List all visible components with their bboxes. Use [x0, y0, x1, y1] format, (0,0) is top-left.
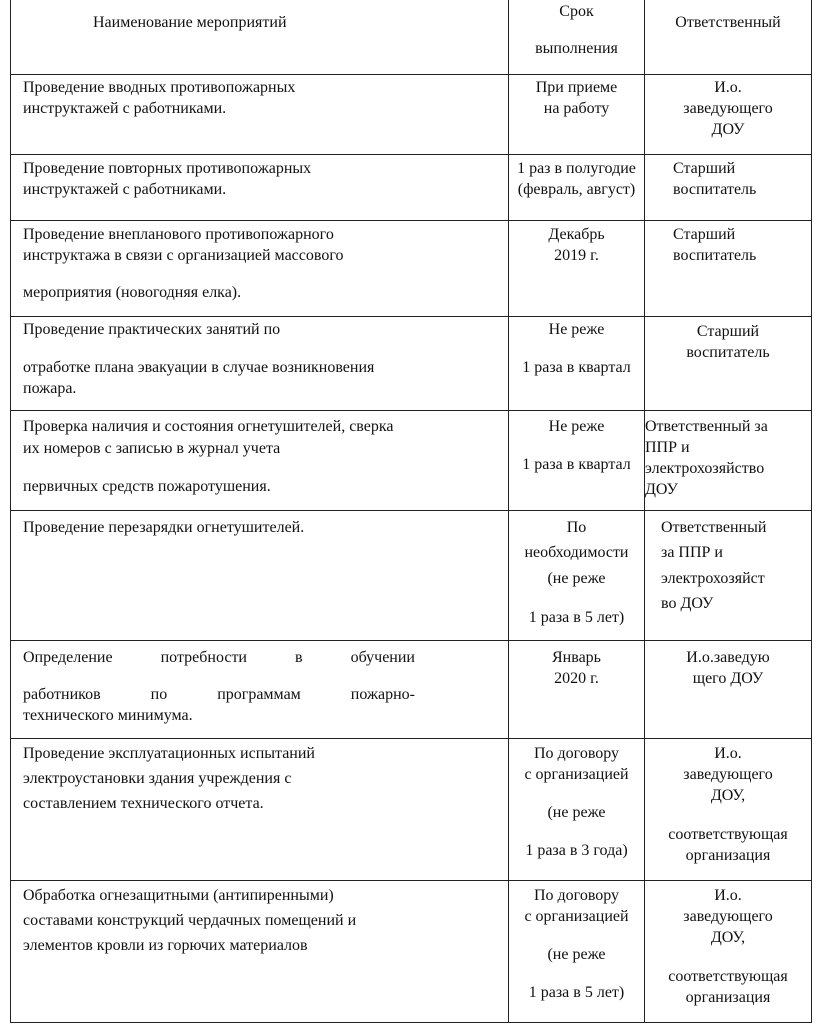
row-term-line: (февраль, август) [517, 181, 636, 198]
table-row [11, 738, 811, 880]
header-cell-responsible [645, 0, 811, 74]
table-row [11, 316, 811, 410]
row-name-line: составлением технического отчета. [23, 795, 264, 812]
row-term-line: с организацией [524, 908, 629, 925]
row-name-line: составами конструкций чердачных помещений и [23, 912, 357, 929]
row-term-line: 1 раза в 5 лет) [528, 609, 625, 626]
row-name-justified-line [23, 648, 415, 668]
row-responsible-line: ДОУ, [710, 787, 746, 804]
row-term-line: По договору [533, 887, 620, 904]
row-responsible-line: ППР и [645, 439, 690, 456]
row-name-line: электроустановки здания учреждения с [23, 770, 292, 787]
row-name-line: первичных средств пожаротушения. [23, 478, 271, 495]
row-responsible-line: соответствующая [668, 826, 788, 843]
row-name-word: в [295, 649, 303, 666]
table-row [11, 640, 811, 738]
row-term-cell [509, 317, 645, 410]
row-responsible-line: Ответственный за [645, 418, 768, 435]
table-row [11, 220, 811, 316]
row-name-line: их номеров с записью в журнал учета [23, 440, 281, 457]
header-cell-name [11, 0, 509, 74]
row-responsible-line: И.о. [714, 887, 742, 904]
row-name-word: программам [217, 686, 301, 703]
row-responsible-line: заведующего [683, 100, 773, 117]
row-term-line: (не реже [547, 804, 606, 821]
row-responsible-line: за ППР и [661, 544, 723, 561]
row-term-line: необходимости [524, 544, 629, 561]
row-responsible-line: Ответственный [661, 519, 767, 536]
row-name-word: обучении [350, 649, 415, 666]
row-name-line: Проведение перезарядки огнетушителей. [23, 519, 305, 536]
row-responsible-line: организация [685, 847, 771, 864]
row-term-line: на работу [543, 100, 610, 117]
row-responsible-line: Старший [696, 323, 760, 340]
row-responsible-cell [645, 75, 811, 154]
row-responsible-line: электрохозяйст [661, 570, 765, 587]
table-row [11, 410, 811, 510]
row-term-line: Не реже [548, 418, 605, 435]
row-name-line: Проведение практических занятий по [23, 321, 281, 338]
row-term-line: Не реже [548, 321, 605, 338]
row-term-cell [509, 511, 645, 640]
header-responsible-label: Ответственный [675, 14, 781, 31]
table-header [11, 0, 811, 74]
row-term-line: 1 раз в полугодие [517, 160, 636, 177]
row-name-cell [11, 511, 509, 640]
row-responsible-line: щего ДОУ [692, 670, 764, 687]
row-responsible-line: соответствующая [668, 968, 788, 985]
row-term-line: с организацией [524, 766, 629, 783]
row-responsible-cell [645, 641, 811, 738]
row-name-word: работников [23, 686, 101, 703]
row-responsible-line: электрохозяйство [645, 460, 765, 477]
row-name-cell [11, 317, 509, 410]
table-row [11, 74, 811, 154]
row-responsible-cell [645, 739, 811, 880]
row-responsible-line: ДОУ [711, 121, 745, 138]
row-responsible-line: во ДОУ [661, 595, 714, 612]
row-term-line: (не реже [547, 946, 606, 963]
row-responsible-line: воспитатель [673, 247, 757, 264]
row-term-cell [509, 155, 645, 220]
row-term-cell [509, 75, 645, 154]
row-term-line: 1 раза в 3 года) [525, 842, 628, 859]
row-name-line: Проведение эксплуатационных испытаний [23, 745, 315, 762]
row-responsible-line: Старший [673, 226, 736, 243]
row-responsible-line: И.о.заведую [686, 649, 770, 666]
row-term-cell [509, 641, 645, 738]
row-responsible-line: заведующего [683, 908, 773, 925]
row-name-cell [11, 221, 509, 316]
row-term-line: При приеме [535, 79, 618, 96]
row-responsible-line: И.о. [714, 79, 742, 96]
row-name-line: отработке плана эвакуации в случае возникновения [23, 359, 375, 376]
row-responsible-cell [645, 881, 811, 1022]
row-name-line: элементов кровли из горючих материалов [23, 937, 308, 954]
table-row [11, 154, 811, 220]
row-name-line: Проведение внепланового противопожарного [23, 226, 334, 243]
row-name-word: по [150, 686, 168, 703]
row-responsible-line: воспитатель [686, 344, 770, 361]
row-responsible-line: организация [685, 989, 771, 1006]
row-responsible-cell [645, 155, 811, 220]
row-name-line: Проверка наличия и состояния огнетушителей, сверка [23, 418, 394, 435]
row-term-cell [509, 411, 645, 510]
header-term-label-1: Срок [559, 3, 594, 20]
row-name-line: технического минимума. [23, 707, 193, 724]
row-responsible-cell [645, 221, 811, 316]
row-name-line: мероприятия (новогодняя елка). [23, 284, 242, 301]
row-name-cell [11, 411, 509, 510]
row-name-line: инструктажей с работниками. [23, 181, 227, 198]
row-term-line: По договору [533, 745, 620, 762]
row-term-line: 1 раза в квартал [522, 456, 631, 473]
row-name-line: Проведение повторных противопожарных [23, 160, 312, 177]
row-name-line: инструктажей с работниками. [23, 100, 227, 117]
row-responsible-line: заведующего [683, 766, 773, 783]
header-name-label: Наименование мероприятий [93, 14, 287, 31]
table-row [11, 880, 811, 1022]
row-term-line: 1 раза в 5 лет) [528, 984, 625, 1001]
row-term-line: По [566, 519, 587, 536]
row-name-cell [11, 155, 509, 220]
row-term-line: 2020 г. [554, 670, 599, 687]
row-term-cell [509, 881, 645, 1022]
row-term-line: (не реже [547, 570, 606, 587]
table-row [11, 510, 811, 640]
row-name-line: инструктажа в связи с организацией массового [23, 247, 344, 264]
row-name-cell [11, 641, 509, 738]
row-term-line: 1 раза в квартал [522, 359, 631, 376]
row-name-word: Определение [23, 649, 113, 666]
row-name-line: пожара. [23, 380, 77, 397]
row-name-line: Проведение вводных противопожарных [23, 79, 296, 96]
row-name-word: потребности [160, 649, 247, 666]
row-responsible-line: Старший [673, 160, 736, 177]
row-name-word: пожарно- [350, 686, 415, 703]
row-term-cell [509, 739, 645, 880]
row-responsible-cell [645, 511, 811, 640]
row-responsible-line: ДОУ, [710, 929, 746, 946]
row-responsible-line: ДОУ [645, 481, 678, 498]
row-term-line: Декабрь [548, 226, 605, 243]
fire-safety-plan-table [10, 0, 812, 1023]
row-responsible-cell [645, 411, 811, 510]
row-name-cell [11, 739, 509, 880]
row-responsible-line: И.о. [714, 745, 742, 762]
row-name-cell [11, 881, 509, 1022]
row-term-line: Январь [552, 649, 601, 666]
row-responsible-cell [645, 317, 811, 410]
row-term-cell [509, 221, 645, 316]
header-term-label-2: выполнения [535, 40, 618, 57]
row-name-justified-line [23, 685, 415, 705]
header-cell-term [509, 0, 645, 74]
row-name-line: Обработка огнезащитными (антипиренными) [23, 887, 334, 904]
row-name-cell [11, 75, 509, 154]
row-term-line: 2019 г. [554, 247, 599, 264]
row-responsible-line: воспитатель [673, 181, 757, 198]
